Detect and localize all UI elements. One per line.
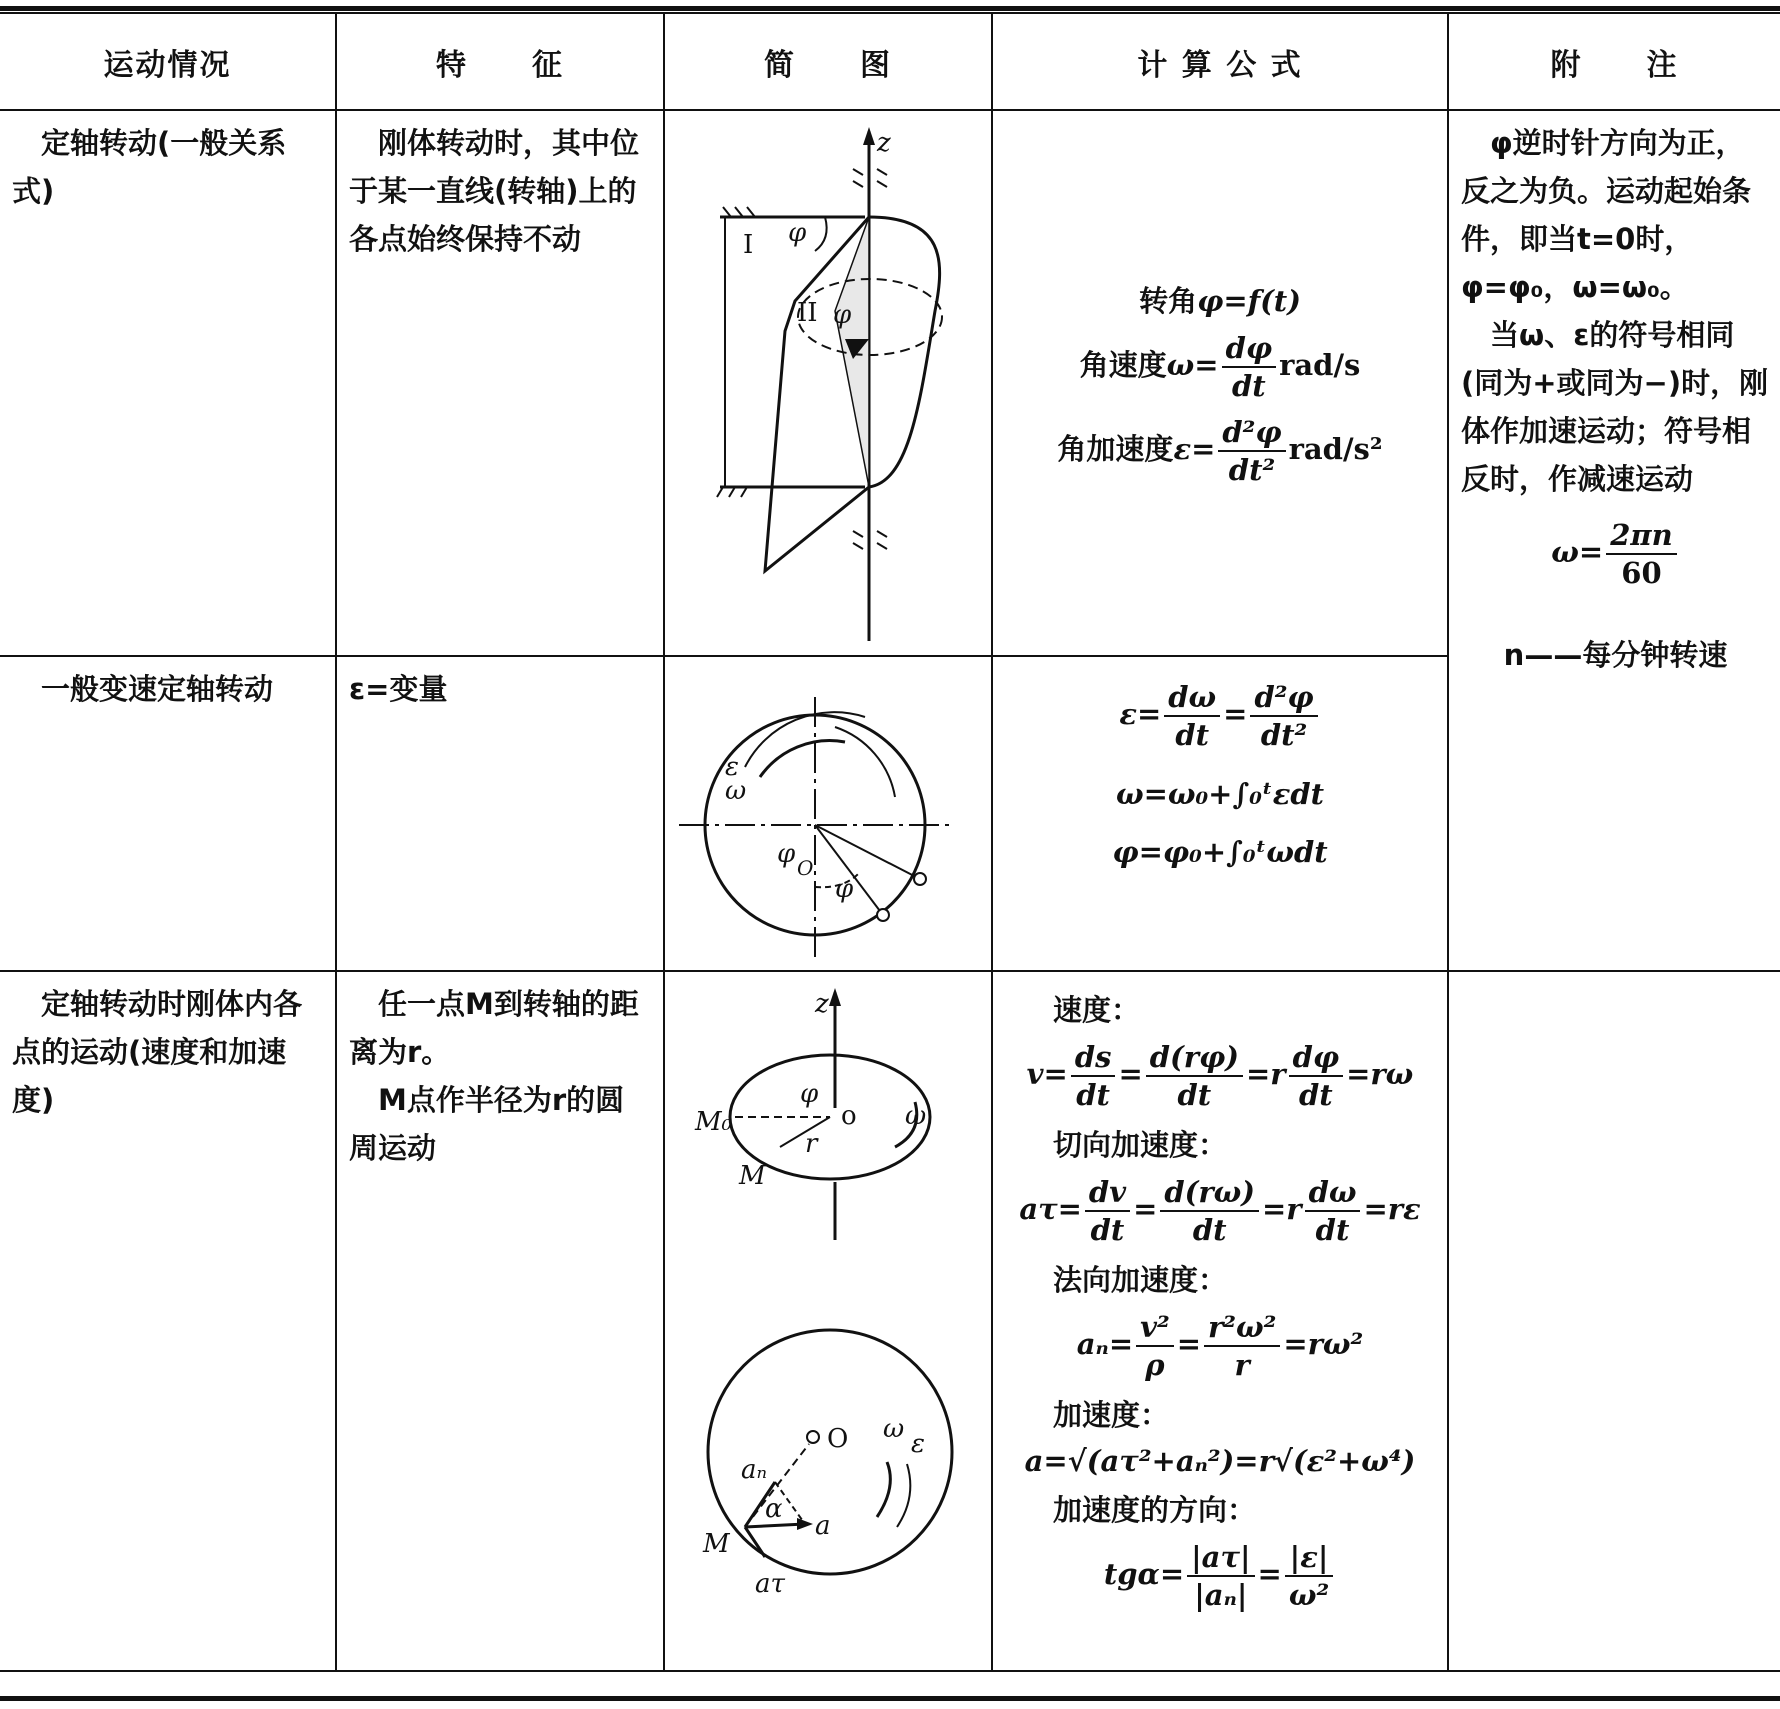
frac	[1136, 1309, 1174, 1383]
frac	[1289, 1039, 1344, 1113]
frac	[1305, 1174, 1361, 1248]
m-label-2: M	[703, 1529, 730, 1559]
row3-feature-1: 任一点M到转轴的距离为r。	[349, 987, 639, 1069]
row2-feature: ε=变量	[349, 672, 448, 706]
angular-accel-unit: rad/s²	[1288, 431, 1383, 466]
v-lhs: v=	[1026, 1057, 1068, 1091]
frac	[1285, 1539, 1333, 1613]
frac-den: ω²	[1288, 1578, 1330, 1612]
frac-num: d(rφ)	[1146, 1039, 1243, 1077]
angular-velocity-lhs: ω=	[1166, 347, 1219, 382]
phi0-label: φ	[777, 839, 796, 869]
row3-formula-cell	[992, 971, 1448, 1671]
eps-frac-2	[1250, 679, 1317, 753]
axis-label: z	[877, 128, 891, 158]
eps-lhs: ε=	[1119, 697, 1162, 731]
o-label: o	[841, 1101, 857, 1131]
frac	[1204, 1309, 1280, 1383]
frac-num: dφ	[1222, 330, 1277, 368]
frac-den: dt²	[1260, 718, 1308, 752]
row1-formula-cell	[992, 110, 1448, 656]
row3-motion: 定轴转动时刚体内各点的运动(速度和加速度)	[12, 987, 303, 1117]
top-rule	[0, 6, 1780, 11]
frac-num: |aτ|	[1187, 1539, 1254, 1577]
frac-den: ρ	[1145, 1348, 1165, 1382]
center-o-label: O	[827, 1424, 849, 1454]
phi-label: φ	[800, 1079, 819, 1109]
header-notes: 附 注	[1448, 13, 1780, 110]
angular-velocity-label: 角速度	[1079, 347, 1167, 382]
frac-den: r	[1234, 1348, 1250, 1382]
frac	[1146, 1039, 1243, 1113]
row3-feature-cell	[336, 971, 664, 1671]
plane1-label: I	[743, 230, 754, 260]
tangential-formula: aτ= $\frac{dv}{dt}$ = $\frac{d(r\omega)}{dt}$ =r $\frac{d\omega}{dt}$ =rε	[1019, 1175, 1421, 1247]
phi-integral-formula: φ=φ₀+∫₀ᵗωdt	[1112, 835, 1328, 869]
frac-den: |aₙ|	[1194, 1578, 1248, 1612]
row1-motion-cell	[0, 110, 336, 656]
row1-feature-cell	[336, 110, 664, 656]
row3-feature-2: M点作半径为r的圆周运动	[349, 1083, 625, 1165]
m0-label: M₀	[695, 1107, 733, 1137]
frac-num: ds	[1071, 1039, 1116, 1077]
header-row	[0, 13, 1780, 110]
header-formula: 计 算 公 式	[992, 13, 1448, 110]
v-end: =rω	[1346, 1057, 1414, 1091]
point-motion-diagrams	[665, 972, 991, 1662]
row2-motion: 一般变速定轴转动	[41, 672, 274, 706]
frac-num: dω	[1164, 679, 1220, 717]
frac	[1085, 1174, 1130, 1248]
header-feature: 特 征	[336, 13, 664, 110]
row1-diagram-cell	[664, 110, 992, 656]
row2-diagram-cell	[664, 656, 992, 971]
frac-num: d²φ	[1218, 414, 1285, 452]
tangential-heading: 切向加速度：	[1053, 1128, 1228, 1162]
velocity-heading: 速度：	[1053, 993, 1141, 1027]
epsilon-label: ε	[725, 752, 739, 782]
an-end: =rω²	[1283, 1327, 1364, 1361]
variable-rotation-diagram	[665, 657, 991, 967]
frac-num: d(rω)	[1160, 1174, 1259, 1212]
omega-integral-formula: ω=ω₀+∫₀ᵗεdt	[1115, 777, 1325, 811]
frac-den: dt	[1231, 368, 1266, 403]
angular-velocity-unit: rad/s	[1279, 347, 1361, 382]
angle-formula: φ=f(t)	[1197, 283, 1301, 318]
tg-lhs: tgα=	[1103, 1557, 1185, 1591]
normal-formula: aₙ= $\frac{\text{v²}}{\rho}$ = $\frac{\text{r²ω²}}{r}$ =rω²	[1076, 1310, 1364, 1382]
angle-label-2: φ	[833, 300, 852, 330]
row3-motion-cell	[0, 971, 336, 1671]
an-label: aₙ	[741, 1455, 768, 1485]
z-axis-label: z	[815, 989, 829, 1019]
normal-heading: 法向加速度：	[1053, 1263, 1228, 1297]
eps-eq: =	[1223, 697, 1248, 731]
phi-label: φ	[835, 874, 854, 904]
note-omega-formula	[1461, 517, 1770, 591]
frac-den: dt	[1177, 1078, 1212, 1112]
m-label: M	[739, 1161, 766, 1191]
at-lhs: aτ=	[1019, 1192, 1082, 1226]
plane2-label: II	[797, 298, 818, 328]
angular-accel-label: 角加速度	[1057, 431, 1174, 466]
accel-formula: a=√(aτ²+aₙ²)=r√(ε²+ω⁴)	[1024, 1444, 1416, 1478]
frac	[1187, 1539, 1254, 1613]
at-end: =rε	[1363, 1192, 1421, 1226]
phi0-sub: O	[797, 856, 814, 880]
rotation-axis-diagram	[665, 111, 991, 651]
direction-heading: 加速度的方向：	[1053, 1493, 1257, 1527]
angular-accel-frac	[1218, 414, 1285, 488]
frac-num: d²φ	[1250, 679, 1317, 717]
frac	[1160, 1174, 1259, 1248]
at-mid: =r	[1262, 1192, 1302, 1226]
angular-accel-lhs: ε=	[1173, 431, 1216, 466]
row2-motion-cell	[0, 656, 336, 971]
epsilon-label: ε	[911, 1429, 925, 1459]
omega-label-2: ω	[883, 1414, 905, 1444]
kinematics-table	[0, 12, 1780, 1672]
frac-num: |ε|	[1285, 1539, 1333, 1577]
v-mid: =r	[1246, 1057, 1286, 1091]
omega-frac	[1606, 517, 1677, 591]
note-sign-convention: φ逆时针方向为正，反之为负。运动起始条件，即当t=0时，φ=φ₀，ω=ω₀。	[1461, 126, 1752, 304]
at-label: aτ	[755, 1569, 785, 1599]
frac-num: r²ω²	[1204, 1309, 1280, 1347]
note-accel-decel: 当ω、ε的符号相同(同为+或同为−)时，刚体作加速运动；符号相反时，作减速运动	[1461, 318, 1769, 496]
angle-label-1: φ	[788, 218, 807, 248]
frac-num: dv	[1085, 1174, 1130, 1212]
frac-den: dt	[1175, 718, 1210, 752]
frac-den: 60	[1621, 556, 1662, 590]
row2-formula-cell	[992, 656, 1448, 971]
row1-motion: 定轴转动(一般关系式)	[12, 126, 287, 208]
frac-den: dt	[1090, 1213, 1125, 1247]
accel-heading: 加速度：	[1053, 1398, 1170, 1432]
bottom-rule	[0, 1696, 1780, 1701]
row1-feature: 刚体转动时，其中位于某一直线(转轴)上的各点始终保持不动	[349, 126, 640, 256]
header-diagram: 简 图	[664, 13, 992, 110]
eps-frac-1	[1164, 679, 1220, 753]
frac-den: dt²	[1228, 452, 1276, 487]
frac-num: 2πn	[1606, 517, 1677, 555]
frac-num: v²	[1136, 1309, 1174, 1347]
frac	[1071, 1039, 1116, 1113]
table-row	[0, 110, 1780, 656]
frac-den: dt	[1299, 1078, 1333, 1112]
table-row	[0, 971, 1780, 1671]
row2-feature-cell	[336, 656, 664, 971]
epsilon-formula	[993, 679, 1447, 753]
frac-num: dφ	[1289, 1039, 1344, 1077]
angular-velocity-frac	[1222, 330, 1277, 404]
r-label: r	[805, 1129, 818, 1159]
row3-note-cell	[1448, 971, 1780, 1671]
angle-label: 转角	[1139, 283, 1198, 318]
frac-den: dt	[1315, 1213, 1350, 1247]
header-motion: 运动情况	[0, 13, 336, 110]
omega-lhs: ω=	[1551, 535, 1604, 569]
velocity-formula: v= $\frac{ds}{dt}$ = $\frac{d(r\varphi)}{dt}$ =r $\frac{d\varphi}{dt}$ =rω	[1026, 1040, 1414, 1112]
note-n-definition: n——每分钟转速	[1503, 638, 1728, 672]
alpha-label: α	[765, 1494, 783, 1524]
frac-den: dt	[1192, 1213, 1227, 1247]
row1-note-cell	[1448, 110, 1780, 971]
a-label: a	[815, 1511, 831, 1541]
direction-formula: tgα= $\frac{|a\tau|}{\text{|aₙ|}}$ = $\frac{|\varepsilon|}{\text{ω²}}$	[993, 1539, 1447, 1613]
frac-den: dt	[1076, 1078, 1110, 1112]
an-lhs: aₙ=	[1076, 1327, 1134, 1361]
row3-diagram-cell	[664, 971, 992, 1671]
omega-label: ω	[905, 1101, 927, 1131]
frac-num: dω	[1305, 1174, 1361, 1212]
omega-label: ω	[725, 776, 747, 806]
